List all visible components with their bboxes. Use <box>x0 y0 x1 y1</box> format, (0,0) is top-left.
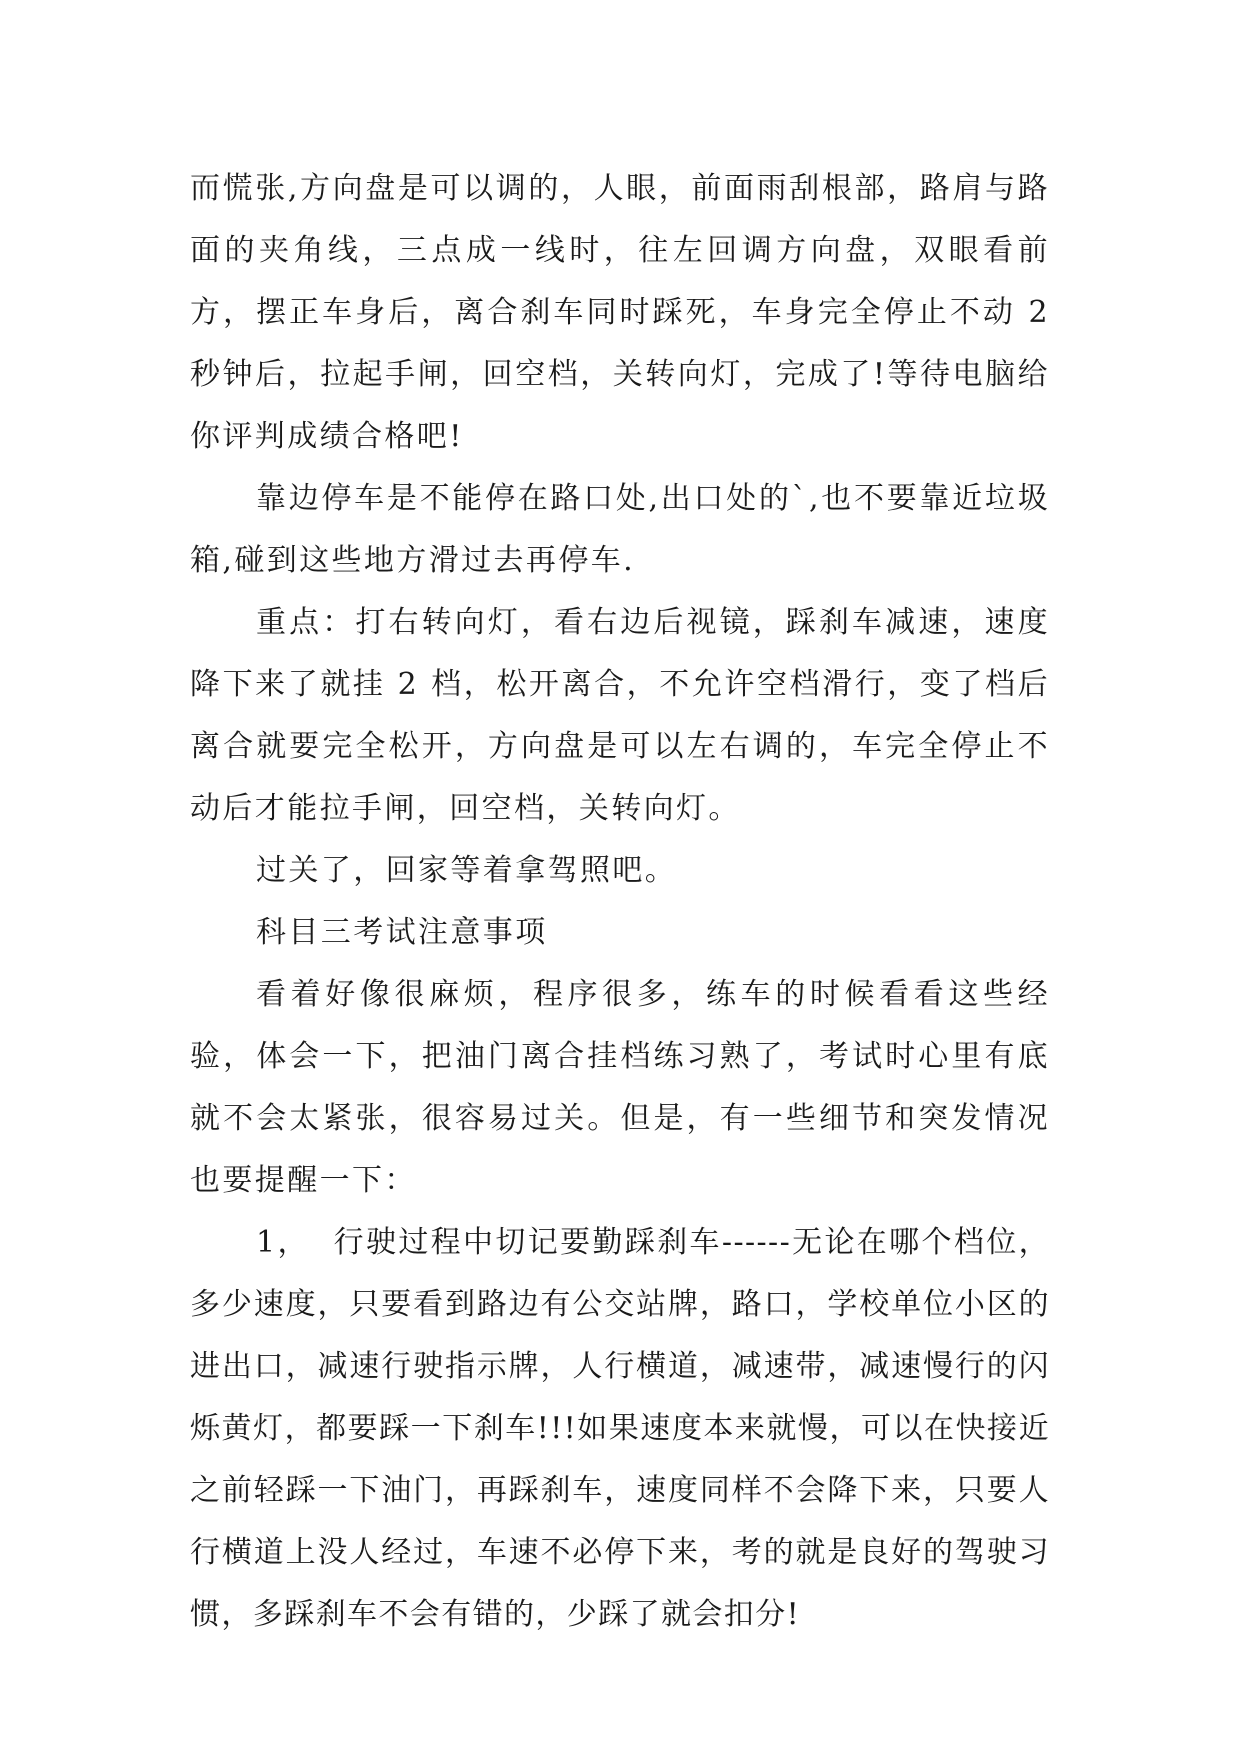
paragraph-5: 看着好像很麻烦，程序很多，练车的时候看看这些经验，体会一下，把油门离合挂档练习熟了，考试时心里有底就不会太紧张，很容易过关。但是，有一些细节和突发情况也要提醒一下： <box>190 977 1050 1198</box>
paragraph-2: 靠边停车是不能停在路口处,出口处的`,也不要靠近垃圾箱,碰到这些地方滑过去再停车. <box>190 481 1050 578</box>
document-body <box>190 158 1062 1646</box>
list-item-1: 1， 行驶过程中切记要勤踩刹车------无论在哪个档位，多少速度，只要看到路边有公交站牌，路口，学校单位小区的进出口，减速行驶指示牌，人行横道，减速带，减速慢行的闪烁黄灯，都要踩一下刹车!!!如果速度本来就慢，可以在快接近之前轻踩一下油门，再踩刹车，速度同样不会降下来，只要人行横道上没人经过，车速不必停下来，考的就是良好的驾驶习惯，多踩刹车不会有错的，少踩了就会扣分! <box>190 1225 1050 1632</box>
paragraph-3: 重点：打右转向灯，看右边后视镜，踩刹车减速，速度降下来了就挂 2 档，松开离合，不允许空档滑行，变了档后离合就要完全松开，方向盘是可以左右调的，车完全停止不动后才能拉手闸，回空档，关转向灯。 <box>190 605 1050 826</box>
paragraph-4: 过关了，回家等着拿驾照吧。 <box>256 853 678 888</box>
section-heading: 科目三考试注意事项 <box>256 915 548 950</box>
paragraph-1: 而慌张,方向盘是可以调的，人眼，前面雨刮根部，路肩与路面的夹角线，三点成一线时，往左回调方向盘，双眼看前方，摆正车身后，离合刹车同时踩死，车身完全停止不动 2 秒钟后，拉起手闸，回空档，关转向灯，完成了!等待电脑给你评判成绩合格吧! <box>190 171 1062 454</box>
